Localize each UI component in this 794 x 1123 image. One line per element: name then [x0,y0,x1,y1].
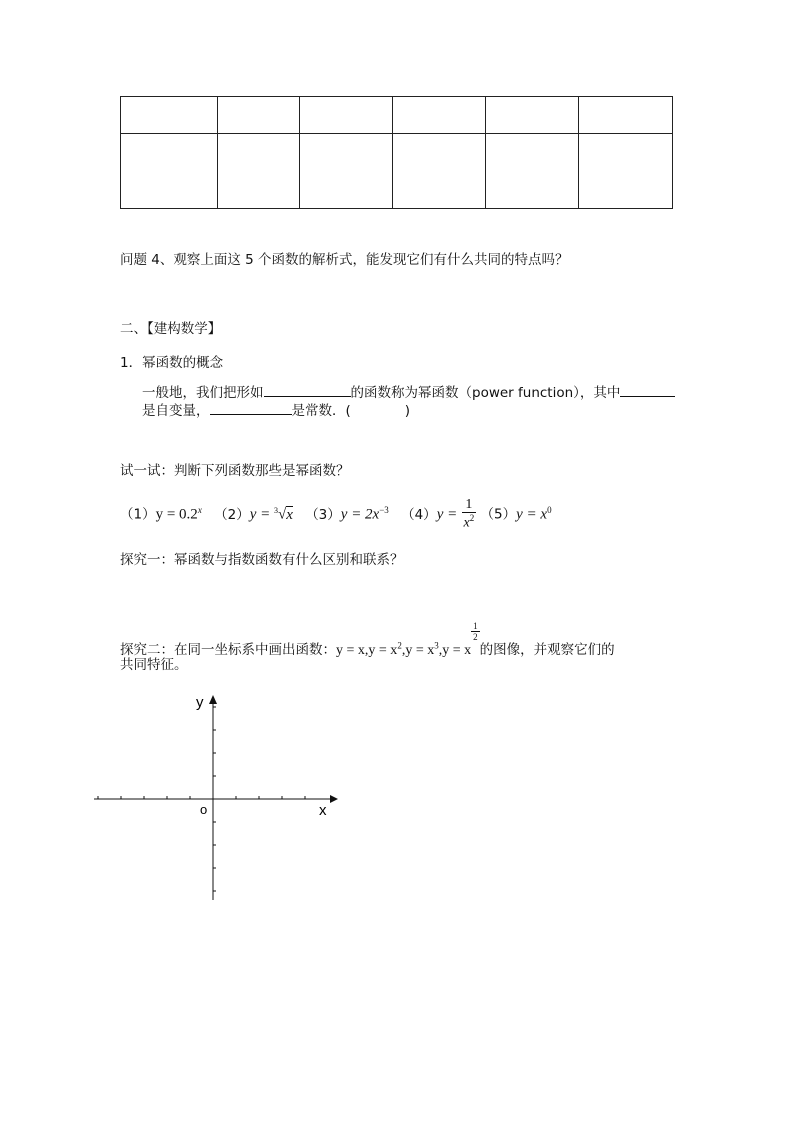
blank-table [120,96,673,209]
explore-2-line-1: 探究二：在同一坐标系中画出函数：$y = x,y = x^2,y = x^3,y = x$ $\frac{1}{2}$ 的图像，并观察它们的 [120,621,615,658]
table-cell[interactable] [121,97,218,134]
table-cell[interactable] [218,134,300,209]
table-cell[interactable] [393,97,486,134]
function-items: $(1)y = 0.2^x$ （2）y = $^3$√x $(3)y = 2x^{-3}$ （4）y = $\frac{1}{x^2}$ $(5)y = x^0$ [120,497,552,531]
question-4: 问题 4、观察上面这 5 个函数的解析式，能发现它们有什么共同的特点吗？ [120,252,569,268]
table-cell[interactable] [579,97,673,134]
table-cell[interactable] [486,134,579,209]
origin-label: o [200,802,208,817]
section-heading: 二、【建构数学】 [120,321,222,337]
item-1-expr: y = 0.2 [155,506,198,523]
concept-line-2: 是自变量， 是常数．( ) [142,399,410,419]
y-axis-label: y [196,694,204,711]
table-cell[interactable] [218,97,300,134]
table-cell[interactable] [579,134,673,209]
explore-2-line-2: 共同特征。 [120,657,188,673]
blank-variable[interactable] [620,382,675,397]
coordinate-axes [90,690,340,905]
x-axis-label: x [319,802,327,819]
fraction-1-over-x2: $\frac{1}{x^2}$ [463,497,475,531]
table-cell[interactable] [300,97,393,134]
y-axis-arrow-icon [209,695,217,704]
x-axis-arrow-icon [330,795,338,803]
radical-icon: √ [277,506,287,523]
table-cell[interactable] [486,97,579,134]
concept-heading: 1．幂函数的概念 [120,355,224,371]
exponent-one-half: $\frac{1}{2}$ [473,621,478,642]
blank-function-form[interactable] [264,382,351,397]
concept-line-1: 一般地，我们把形如 的函数称为幂函数（power function），其中 [142,381,675,401]
try-title: 试一试：判断下列函数那些是幂函数？ [120,463,350,479]
table-cell[interactable] [300,134,393,209]
blank-constant[interactable] [210,400,292,415]
table-cell[interactable] [393,134,486,209]
explore-1: 探究一：幂函数与指数函数有什么区别和联系？ [120,552,404,568]
table-cell[interactable] [121,134,218,209]
